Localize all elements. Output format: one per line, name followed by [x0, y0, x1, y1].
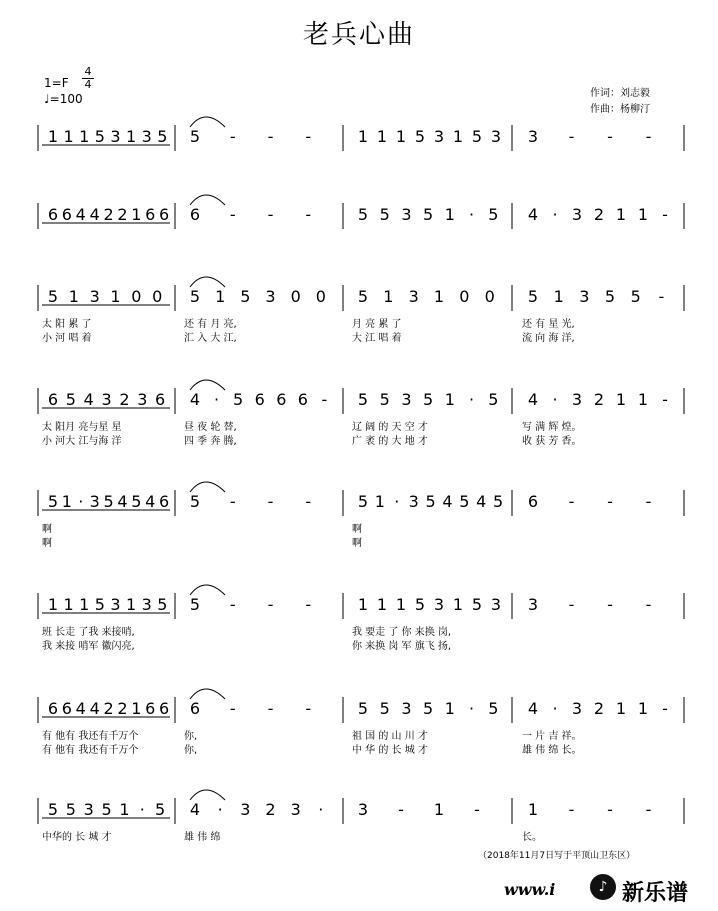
note-4-2-0: 5	[357, 492, 369, 511]
note-4-2-2: ·	[394, 492, 400, 511]
note-5-2-4: 3	[433, 595, 445, 614]
note-6-0-2: 4	[75, 699, 86, 718]
note-5-2-7: 3	[490, 595, 502, 614]
slur-2	[190, 277, 225, 287]
time-signature-bottom: 4	[82, 78, 94, 91]
note-6-2-4: 1	[444, 699, 455, 718]
lyric-5-2-1: 你 来换 岗 军 旗飞 扬,	[352, 641, 452, 652]
note-0-0-3: 5	[94, 127, 105, 146]
lyric-2-0-1: 小 河 唱 着	[42, 333, 92, 344]
note-6-3-6: -	[662, 699, 668, 718]
note-4-0-6: 5	[131, 492, 142, 511]
lyric-2-2-0: 月 亮 累 了	[352, 319, 402, 330]
lyric-3-2-1: 广 袤 的 大 地 才	[352, 436, 428, 447]
note-0-2-5: 1	[452, 127, 464, 146]
note-2-2-2: 3	[408, 287, 419, 306]
note-3-1-1: ·	[214, 390, 220, 409]
note-5-2-1: 1	[376, 595, 388, 614]
note-4-2-1: 1	[374, 492, 385, 511]
lyric-4-2-0: 啊	[352, 524, 362, 535]
lyric-5-0-0: 班 长走 了我 来接哨,	[42, 627, 135, 638]
note-4-0-2: ·	[78, 492, 84, 511]
note-5-0-1: 1	[63, 595, 74, 614]
note-2-2-4: 0	[459, 287, 470, 306]
note-3-2-5: ·	[469, 390, 475, 409]
note-5-1-2: -	[267, 595, 274, 614]
note-0-3-1: -	[568, 127, 575, 146]
note-7-0-1: 5	[65, 800, 76, 819]
logo-url: www.i	[504, 880, 556, 899]
note-3-2-2: 3	[401, 390, 412, 409]
note-1-0-1: 6	[61, 205, 72, 224]
note-2-3-4: 5	[630, 287, 641, 306]
note-6-1-2: -	[267, 699, 274, 718]
note-4-0-5: 4	[117, 492, 128, 511]
note-5-2-5: 1	[452, 595, 464, 614]
note-5-2-2: 1	[395, 595, 407, 614]
lyric-2-3-0: 还 有 星 光,	[522, 319, 575, 330]
lyric-2-2-1: 大 江 唱 着	[352, 333, 402, 344]
note-6-2-5: ·	[469, 699, 475, 718]
note-6-0-8: 6	[159, 699, 170, 718]
note-2-0-5: 0	[152, 287, 163, 306]
note-4-2-5: 4	[442, 492, 453, 511]
note-4-3-2: -	[607, 492, 613, 511]
note-1-0-4: 2	[103, 205, 114, 224]
note-7-1-3: 2	[265, 800, 276, 819]
note-1-3-1: ·	[552, 205, 558, 224]
note-1-0-2: 4	[75, 205, 86, 224]
lyric-6-3-1: 雄 伟 绵 长。	[522, 745, 582, 756]
note-4-0-0: 5	[47, 492, 59, 511]
note-1-2-2: 3	[401, 205, 412, 224]
note-3-3-2: 3	[571, 390, 583, 409]
key-signature: 1=F	[44, 76, 69, 90]
note-0-0-5: 1	[126, 127, 137, 146]
note-1-0-3: 4	[89, 205, 100, 224]
lyric-7-3-0: 长。	[522, 832, 542, 843]
note-0-2-0: 1	[357, 127, 369, 146]
note-6-2-6: 5	[488, 699, 499, 718]
note-1-3-0: 4	[527, 205, 539, 224]
lyric-5-2-0: 我 要走 了 你 来换 岗,	[352, 627, 452, 638]
note-3-0-5: 3	[137, 390, 148, 409]
note-0-1-3: -	[305, 127, 312, 146]
note-0-0-2: 1	[79, 127, 90, 146]
lyric-6-1-0: 你,	[184, 731, 198, 742]
note-6-3-2: 3	[571, 699, 583, 718]
note-7-2-0: 3	[357, 800, 369, 819]
note-0-1-2: -	[267, 127, 274, 146]
note-4-2-8: 5	[493, 492, 504, 511]
lyric-4-0-0: 啊	[42, 524, 52, 535]
note-5-0-6: 3	[141, 595, 152, 614]
note-3-3-6: -	[662, 390, 668, 409]
note-5-0-3: 5	[94, 595, 105, 614]
note-3-3-1: ·	[552, 390, 558, 409]
note-5-2-0: 1	[357, 595, 369, 614]
lyric-3-0-1: 小 河大 江与海 洋	[42, 436, 122, 447]
note-3-2-4: 1	[444, 390, 455, 409]
note-3-2-6: 5	[488, 390, 499, 409]
note-5-0-0: 1	[47, 595, 59, 614]
note-5-2-3: 5	[414, 595, 426, 614]
note-4-1-3: -	[305, 492, 312, 511]
note-2-1-3: 3	[265, 287, 276, 306]
note-3-2-1: 5	[379, 390, 390, 409]
note-5-0-7: 5	[157, 595, 168, 614]
note-2-1-1: 1	[215, 287, 226, 306]
note-6-2-1: 5	[379, 699, 390, 718]
note-2-0-2: 3	[89, 287, 100, 306]
note-7-1-0: 4	[189, 800, 201, 819]
note-0-1-1: -	[229, 127, 236, 146]
note-5-3-1: -	[568, 595, 575, 614]
note-2-0-3: 1	[110, 287, 121, 306]
note-3-0-2: 4	[83, 390, 94, 409]
note-4-3-1: -	[568, 492, 575, 511]
note-2-1-4: 0	[290, 287, 301, 306]
note-6-2-3: 5	[423, 699, 434, 718]
note-6-3-1: ·	[552, 699, 558, 718]
note-0-3-0: 3	[527, 127, 539, 146]
lyric-3-0-0: 太 阳月 亮与星 星	[42, 422, 122, 433]
note-3-1-2: 5	[233, 390, 244, 409]
note-0-0-1: 1	[63, 127, 74, 146]
lyric-6-1-1: 你,	[184, 745, 198, 756]
note-1-3-2: 3	[571, 205, 583, 224]
note-1-0-8: 6	[159, 205, 170, 224]
note-5-0-5: 1	[126, 595, 137, 614]
note-1-3-4: 1	[615, 205, 627, 224]
note-1-1-3: -	[305, 205, 312, 224]
lyric-4-0-1: 啊	[42, 538, 52, 549]
lyric-3-3-1: 收 获 芳 香。	[522, 436, 582, 447]
note-0-2-4: 3	[433, 127, 445, 146]
note-4-3-0: 6	[527, 492, 539, 511]
note-2-2-1: 1	[383, 287, 394, 306]
lyric-3-2-0: 辽 阔 的 天 空 才	[352, 422, 428, 433]
note-2-3-0: 5	[527, 287, 539, 306]
lyric-2-1-0: 还 有 月 亮,	[184, 319, 237, 330]
note-6-0-3: 4	[89, 699, 100, 718]
note-7-2-2: 1	[433, 800, 445, 819]
note-4-0-7: 4	[145, 492, 156, 511]
note-3-1-4: 6	[276, 390, 287, 409]
note-1-3-6: -	[662, 205, 668, 224]
note-1-1-2: -	[267, 205, 274, 224]
note-6-0-0: 6	[47, 699, 59, 718]
note-7-1-4: 3	[290, 800, 301, 819]
note-2-3-5: -	[658, 287, 665, 306]
note-3-3-0: 4	[527, 390, 539, 409]
note-3-1-5: 6	[297, 390, 308, 409]
note-1-2-5: ·	[469, 205, 475, 224]
note-2-3-1: 1	[553, 287, 564, 306]
time-signature-top: 4	[84, 65, 92, 78]
note-1-2-0: 5	[357, 205, 369, 224]
note-7-2-1: -	[398, 800, 404, 819]
note-7-3-2: -	[607, 800, 613, 819]
note-3-2-3: 5	[423, 390, 434, 409]
note-2-0-0: 5	[47, 287, 59, 306]
note-2-3-2: 3	[579, 287, 590, 306]
note-6-1-0: 6	[189, 699, 201, 718]
note-6-1-1: -	[229, 699, 236, 718]
note-2-1-2: 5	[240, 287, 251, 306]
note-1-1-1: -	[229, 205, 236, 224]
note-2-0-4: 0	[131, 287, 142, 306]
slur-5	[190, 585, 225, 595]
quarter-note-icon: ♩	[44, 92, 50, 106]
note-6-3-4: 1	[615, 699, 627, 718]
note-3-2-0: 5	[357, 390, 369, 409]
note-0-0-0: 1	[47, 127, 59, 146]
note-4-1-1: -	[229, 492, 236, 511]
note-3-1-6: -	[321, 390, 328, 409]
lyric-5-0-1: 我 来接 哨军 徽闪亮,	[42, 641, 135, 652]
note-6-0-4: 2	[103, 699, 114, 718]
note-6-0-7: 6	[145, 699, 156, 718]
note-1-0-7: 6	[145, 205, 156, 224]
lyric-3-1-1: 四 季 奔 腾,	[184, 436, 237, 447]
note-6-2-0: 5	[357, 699, 369, 718]
note-7-0-6: 5	[155, 800, 166, 819]
slur-1	[190, 195, 225, 205]
note-7-0-0: 5	[47, 800, 59, 819]
note-4-2-3: 3	[408, 492, 419, 511]
slur-3	[190, 380, 225, 390]
note-1-1-0: 6	[189, 205, 201, 224]
note-6-3-3: 2	[593, 699, 605, 718]
note-3-0-0: 6	[47, 390, 59, 409]
note-5-0-2: 1	[79, 595, 90, 614]
note-5-3-0: 3	[527, 595, 539, 614]
note-7-3-1: -	[568, 800, 575, 819]
site-logo[interactable]	[504, 872, 714, 906]
lyric-6-0-0: 有 他有 我还有千万个	[42, 731, 139, 742]
lyric-6-0-1: 有 他有 我还有千万个	[42, 745, 139, 756]
lyric-7-1-0: 雄 伟 绵	[184, 832, 221, 843]
note-3-0-6: 6	[155, 390, 166, 409]
note-0-2-2: 1	[395, 127, 407, 146]
note-3-0-4: 2	[119, 390, 130, 409]
note-0-0-6: 3	[141, 127, 152, 146]
note-0-0-4: 3	[110, 127, 121, 146]
note-1-0-5: 2	[117, 205, 128, 224]
note-4-2-6: 5	[459, 492, 470, 511]
note-1-2-1: 5	[379, 205, 390, 224]
note-7-0-4: 1	[119, 800, 130, 819]
music-disc-icon: ♪	[590, 874, 616, 900]
lyric-6-2-0: 祖 国 的 山 川 才	[352, 731, 428, 742]
lyric-4-2-1: 啊	[352, 538, 362, 549]
note-6-0-1: 6	[61, 699, 72, 718]
note-0-2-6: 5	[471, 127, 483, 146]
composer-credit: 作曲：杨柳汀	[590, 104, 650, 115]
note-0-1-0: 5	[189, 127, 201, 146]
note-6-2-2: 3	[401, 699, 412, 718]
note-7-1-5: ·	[318, 800, 324, 819]
note-7-0-3: 5	[101, 800, 112, 819]
logo-name: 新乐谱	[622, 881, 689, 906]
note-2-1-0: 5	[189, 287, 201, 306]
note-3-1-3: 6	[254, 390, 265, 409]
lyric-2-0-0: 太 阳 累 了	[42, 319, 92, 330]
composition-note: （2018年11月7日写于平顶山卫东区）	[478, 851, 636, 861]
note-2-2-0: 5	[357, 287, 369, 306]
note-3-3-5: 1	[637, 390, 649, 409]
note-7-1-2: 3	[240, 800, 251, 819]
note-4-0-1: 1	[61, 492, 72, 511]
note-1-3-5: 1	[637, 205, 649, 224]
note-3-0-1: 5	[65, 390, 76, 409]
note-1-2-3: 5	[423, 205, 434, 224]
note-3-0-3: 3	[101, 390, 112, 409]
note-0-3-3: -	[645, 127, 652, 146]
note-4-1-0: 5	[189, 492, 201, 511]
note-2-1-5: 0	[315, 287, 326, 306]
note-7-0-2: 3	[83, 800, 94, 819]
note-1-3-3: 2	[593, 205, 605, 224]
note-7-3-3: -	[645, 800, 652, 819]
note-0-2-7: 3	[490, 127, 502, 146]
lyric-6-3-0: 一 片 吉 祥。	[522, 731, 582, 742]
note-0-2-3: 5	[414, 127, 426, 146]
note-5-1-0: 5	[189, 595, 201, 614]
note-5-1-1: -	[229, 595, 236, 614]
note-0-3-2: -	[607, 127, 613, 146]
page-title: 老兵心曲	[302, 20, 415, 50]
note-5-3-2: -	[607, 595, 613, 614]
note-6-1-3: -	[305, 699, 312, 718]
note-0-2-1: 1	[376, 127, 388, 146]
slur-0	[190, 117, 225, 127]
note-4-3-3: -	[645, 492, 652, 511]
note-5-1-3: -	[305, 595, 312, 614]
slur-7	[190, 790, 225, 800]
note-7-2-3: -	[474, 800, 480, 819]
note-7-0-5: ·	[139, 800, 145, 819]
note-7-1-1: ·	[217, 800, 223, 819]
slur-4	[190, 482, 225, 492]
note-2-0-1: 1	[68, 287, 79, 306]
note-6-3-5: 1	[637, 699, 649, 718]
lyricist-credit: 作词：刘志毅	[590, 88, 650, 99]
note-5-3-3: -	[645, 595, 652, 614]
note-4-0-4: 5	[103, 492, 114, 511]
note-5-2-6: 5	[471, 595, 483, 614]
note-1-2-6: 5	[488, 205, 499, 224]
lyric-6-2-1: 中 华 的 长 城 才	[352, 745, 428, 756]
note-2-2-3: 1	[433, 287, 445, 306]
note-3-1-0: 4	[189, 390, 201, 409]
note-4-2-4: 5	[425, 492, 436, 511]
note-1-0-6: 1	[131, 205, 142, 224]
note-3-3-4: 1	[615, 390, 627, 409]
note-5-0-4: 3	[110, 595, 121, 614]
note-3-3-3: 2	[593, 390, 605, 409]
note-1-0-0: 6	[47, 205, 59, 224]
note-2-3-3: 5	[604, 287, 616, 306]
note-0-0-7: 5	[157, 127, 168, 146]
note-6-0-5: 2	[117, 699, 128, 718]
slur-6	[190, 689, 225, 699]
note-1-2-4: 1	[444, 205, 455, 224]
lyric-2-1-1: 汇 入 大 江,	[184, 333, 237, 344]
lyric-3-3-0: 写 满 辉 煌。	[522, 422, 582, 433]
lyric-7-0-0: 中华的 长 城 才	[42, 832, 112, 843]
note-4-2-7: 4	[476, 492, 487, 511]
note-6-0-6: 1	[131, 699, 142, 718]
note-4-0-8: 6	[159, 492, 170, 511]
note-2-2-5: 0	[484, 287, 495, 306]
note-4-1-2: -	[267, 492, 274, 511]
note-4-0-3: 3	[89, 492, 100, 511]
note-7-3-0: 1	[527, 800, 539, 819]
lyric-3-1-0: 昼 夜 轮 替,	[184, 422, 237, 433]
lyric-2-3-1: 流 向 海 洋,	[522, 333, 575, 344]
tempo-value: =100	[49, 92, 83, 106]
note-6-3-0: 4	[527, 699, 539, 718]
